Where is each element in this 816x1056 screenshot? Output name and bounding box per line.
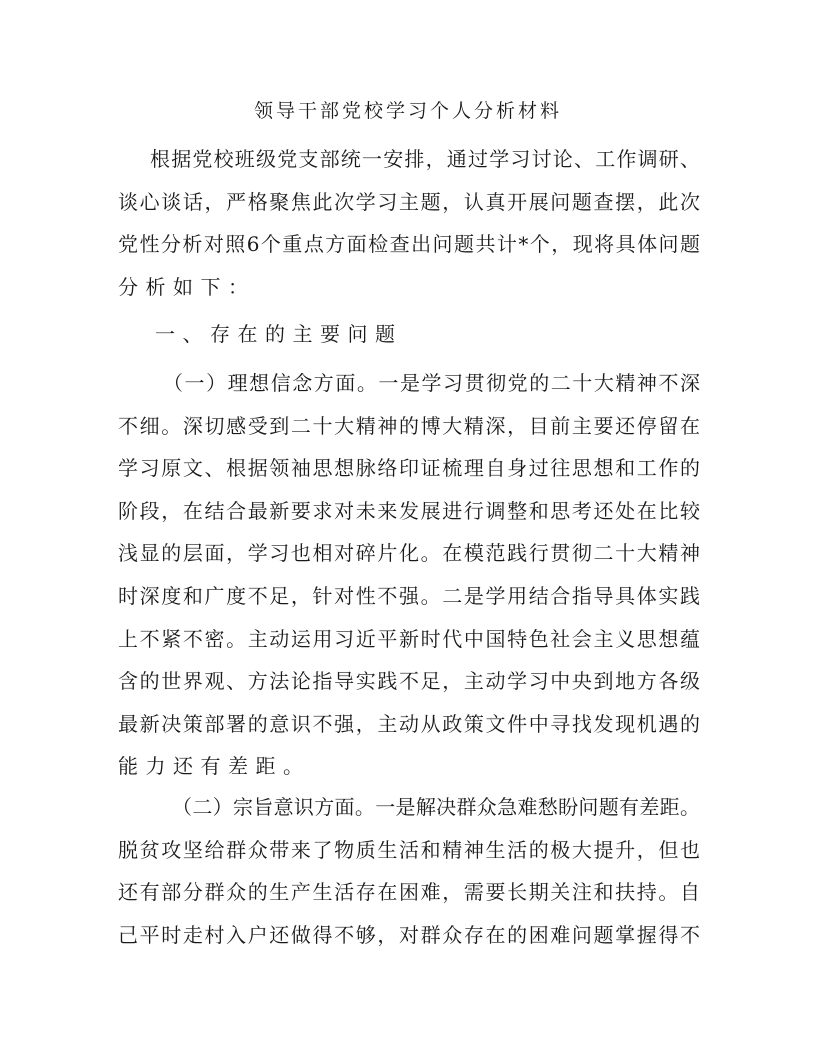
text-line: （二）宗旨意识方面。一是解决群众急难愁盼问题有差距。: [172, 795, 700, 819]
text-line: 时深度和广度不足，针对性不强。二是学用结合指导具体实践: [118, 583, 700, 608]
text-line: 党性分析对照6个重点方面检查出问题共计*个，现将具体问题: [118, 232, 700, 257]
section2-paragraph: [118, 786, 700, 956]
text-line: 谈心谈话，严格聚焦此次学习主题，认真开展问题查摆，此次: [118, 189, 700, 214]
section-heading: [118, 313, 700, 356]
text-line: 己平时走村入户还做得不够，对群众存在的困难问题掌握得不: [118, 922, 700, 947]
text-line: 根据党校班级党支部统一安排，通过学习讨论、工作调研、: [150, 147, 700, 171]
text-line: 能力还有差距。: [118, 754, 311, 779]
text-line: 上不紧不密。主动运用习近平新时代中国特色社会主义思想蕴: [118, 626, 700, 651]
text-line: 含的世界观、方法论指导实践不足，主动学习中央到地方各级: [118, 669, 700, 694]
section1-paragraph: [118, 362, 700, 788]
intro-paragraph: [118, 138, 700, 308]
text-line: 学习原文、根据领袖思想脉络印证梳理自身过往思想和工作的: [118, 456, 700, 481]
text-line: 还有部分群众的生产生活存在困难，需要长期关注和扶持。自: [118, 880, 700, 905]
text-line: （一）理想信念方面。一是学习贯彻党的二十大精神不深: [163, 371, 700, 395]
text-line: 不细。深切感受到二十大精神的博大精深，目前主要还停留在: [118, 413, 700, 438]
text-line: 最新决策部署的意识不强，主动从政策文件中寻找发现机遇的: [118, 711, 700, 736]
heading-text: 一、存在的主要问题: [155, 322, 403, 346]
text-line: 脱贫攻坚给群众带来了物质生活和精神生活的极大提升，但也: [118, 837, 700, 862]
document-title: 领导干部党校学习个人分析材料: [253, 100, 562, 122]
text-line: 浅显的层面，学习也相对碎片化。在模范践行贯彻二十大精神: [118, 541, 700, 566]
text-line: 阶段，在结合最新要求对未来发展进行调整和思考还处在比较: [118, 498, 700, 523]
text-line: 分析如下：: [118, 274, 256, 299]
